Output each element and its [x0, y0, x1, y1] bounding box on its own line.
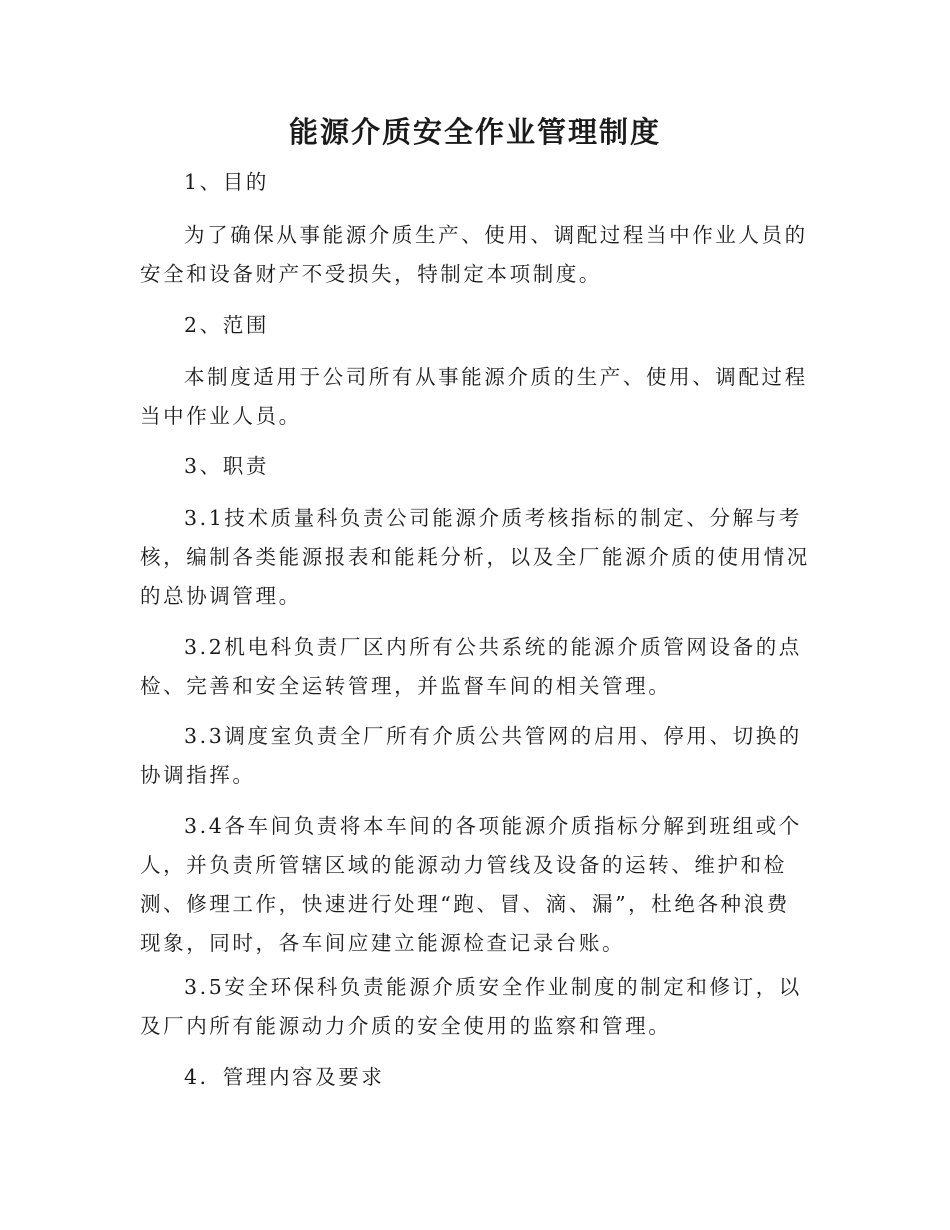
section-heading-purpose: 1、目的 [184, 170, 269, 194]
section-heading-scope: 2、范围 [184, 313, 269, 337]
paragraph-responsibility-3-2: 3.2机电科负责厂区内所有公共系统的能源介质管网设备的点检、完善和安全运转管理，并监督车间的相关管理。 [140, 635, 802, 698]
paragraph-scope: 本制度适用于公司所有从事能源介质的生产、使用、调配过程当中作业人员。 [140, 365, 808, 428]
paragraph-responsibility-3-5: 3.5安全环保科负责能源介质安全作业制度的制定和修订，以及厂内所有能源动力介质的安全使用的监察和管理。 [140, 975, 802, 1038]
paragraph-responsibility-3-1: 3.1技术质量科负责公司能源介质考核指标的制定、分解与考核，编制各类能源报表和能耗分析，以及全厂能源介质的使用情况的总协调管理。 [140, 506, 810, 608]
paragraph-responsibility-3-4: 3.4各车间负责将本车间的各项能源介质指标分解到班组或个人，并负责所管辖区域的能源动力管线及设备的运转、维护和检测、修理工作，快速进行处理“跑、冒、滴、漏”，杜绝各种浪费现象，同时，各车间应建立能源检查记录台账。 [140, 814, 802, 955]
section-heading-responsibilities: 3、职责 [184, 454, 269, 478]
section-heading-management: 4．管理内容及要求 [184, 1065, 385, 1089]
paragraph-purpose: 为了确保从事能源介质生产、使用、调配过程当中作业人员的安全和设备财产不受损失，特制定本项制度。 [140, 223, 808, 286]
document-title: 能源介质安全作业管理制度 [288, 115, 661, 149]
paragraph-responsibility-3-3: 3.3调度室负责全厂所有介质公共管网的启用、停用、切换的协调指挥。 [140, 724, 802, 787]
